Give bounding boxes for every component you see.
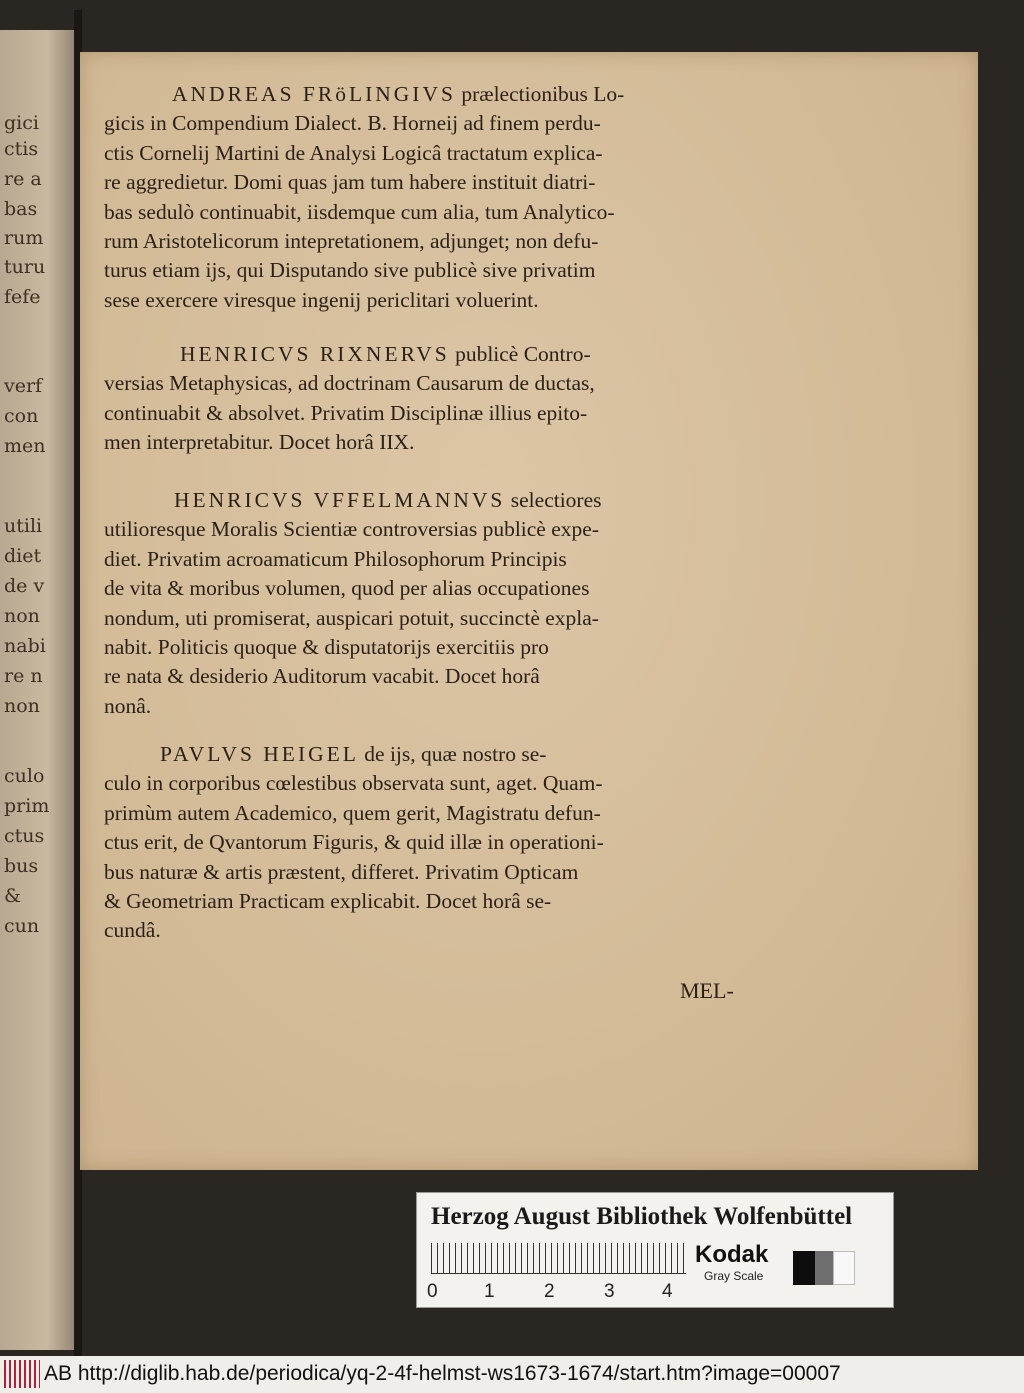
paragraph-heigel: [104, 740, 764, 946]
paragraph-line: rum Aristotelicorum intepretationem, adjunget; non defu-: [104, 229, 599, 254]
facing-page-fragment: culo: [4, 765, 45, 787]
facing-page-fragment: &: [4, 885, 21, 907]
catchword: MEL-: [680, 978, 734, 1003]
kodak-logo: Kodak: [695, 1241, 769, 1268]
paragraph-uffelmannus: [104, 486, 764, 721]
paragraph-line: primùm autem Academico, quem gerit, Magistratu defun-: [104, 800, 601, 825]
paragraph-lead-name: ANDREAS FRöLINGIVS: [172, 82, 456, 106]
library-color-card: [416, 1192, 894, 1308]
paragraph-line: nonâ.: [104, 693, 152, 718]
paragraph-line: sese exercere viresque ingenij periclitari voluerint.: [104, 287, 539, 312]
ruler-number: 2: [544, 1281, 555, 1302]
source-url: AB http://diglib.hab.de/periodica/yq-2-4f-helmst-ws1673-1674/start.htm?image=00007: [44, 1362, 841, 1385]
paragraph-line: versias Metaphysicas, ad doctrinam Causarum de ductas,: [104, 371, 595, 396]
paragraph-frolingius: [104, 80, 764, 315]
facing-page-fragment: de v: [4, 575, 45, 597]
ruler-number: 3: [604, 1281, 615, 1302]
paragraph-line: cundâ.: [104, 918, 161, 943]
paragraph-line: culo in corporibus cœlestibus observata sunt, aget. Quam-: [104, 771, 603, 796]
paragraph-line: men interpretabitur. Docet horâ IIX.: [104, 430, 415, 455]
gray-swatch: [815, 1251, 833, 1285]
facing-page-fragment: re n: [4, 665, 43, 687]
paragraph-line: turus etiam ijs, qui Disputando sive publicè sive privatim: [104, 258, 596, 283]
paragraph-line: publicè Contro-: [449, 342, 591, 366]
paragraph-line: nondum, uti promiserat, auspicari potuit, succinctè expla-: [104, 605, 599, 630]
facing-page-fragment: turu: [4, 256, 46, 278]
paragraph-line: prælectionibus Lo-: [455, 82, 625, 106]
facing-page-fragment: non: [4, 695, 40, 717]
paragraph-rixnerus: [104, 340, 764, 458]
paragraph-lead-name: PAVLVS HEIGEL: [160, 742, 359, 766]
facing-page-fragment: verf: [4, 375, 43, 397]
ruler-number: 1: [484, 1281, 495, 1302]
ruler-number: 0: [427, 1281, 438, 1302]
facing-page-fragment: cun: [4, 915, 40, 937]
facing-page-fragment: diet: [4, 545, 42, 567]
facing-page-fragment: gici: [4, 112, 39, 134]
facing-page-fragment: con: [4, 405, 39, 427]
paragraph-line: de ijs, quæ nostro se-: [358, 742, 547, 766]
paragraph-line: diet. Privatim acroamaticum Philosophorum Principis: [104, 546, 567, 571]
facing-page-fragment: prim: [4, 795, 50, 817]
scale-ruler: [431, 1243, 686, 1274]
url-footer: [0, 1356, 1024, 1393]
library-name: Herzog August Bibliothek Wolfenbüttel: [431, 1203, 853, 1230]
paragraph-line: ctus erit, de Qvantorum Figuris, & quid illæ in operationi-: [104, 830, 604, 855]
paragraph-line: bus naturæ & artis præstent, differet. Privatim Opticam: [104, 859, 579, 884]
paragraph-line: gicis in Compendium Dialect. B. Horneij ad finem perdu-: [104, 111, 601, 136]
white-swatch: [833, 1251, 855, 1285]
paragraph-line: ctis Cornelij Martini de Analysi Logicâ tractatum explica-: [104, 140, 603, 165]
paragraph-line: de vita & moribus volumen, quod per alias occupationes: [104, 576, 590, 601]
facing-page-fragment: re a: [4, 168, 42, 190]
facing-page-fragment: ctis: [4, 138, 39, 160]
paragraph-line: bas sedulò continuabit, iisdemque cum alia, tum Analytico-: [104, 199, 615, 224]
facing-page-fragment: fefe: [4, 286, 41, 308]
paragraph-line: utilioresque Moralis Scientiæ controversias publicè expe-: [104, 517, 599, 542]
paragraph-line: continuabit & absolvet. Privatim Disciplinæ illius epito-: [104, 400, 588, 425]
paragraph-lead-name: HENRICVS VFFELMANNVS: [174, 488, 506, 512]
facing-page-fragment: utili: [4, 515, 43, 537]
paragraph-line: & Geometriam Practicam explicabit. Docet horâ se-: [104, 889, 552, 914]
paragraph-line: re nata & desiderio Auditorum vacabit. Docet horâ: [104, 664, 540, 689]
paragraph-line: nabit. Politicis quoque & disputatorijs exercitiis pro: [104, 635, 549, 660]
facing-page-fragment: bus: [4, 855, 39, 877]
facing-page-fragment: ctus: [4, 825, 45, 847]
facing-page-fragment: rum: [4, 227, 44, 249]
paragraph-line: selectiores: [505, 488, 602, 512]
facing-page-fragment: bas: [4, 198, 38, 220]
facing-page-fragment: men: [4, 435, 46, 457]
paragraph-lead-name: HENRICVS RIXNERVS: [180, 342, 450, 366]
barcode-icon: [4, 1360, 40, 1388]
gray-scale-label: Gray Scale: [704, 1269, 764, 1283]
facing-page-fragment: nabi: [4, 635, 46, 657]
facing-page-edge: [0, 30, 78, 1350]
black-swatch: [793, 1251, 815, 1285]
paragraph-line: re aggredietur. Domi quas jam tum habere instituit diatri-: [104, 170, 596, 195]
ruler-number: 4: [662, 1281, 673, 1302]
facing-page-fragment: non: [4, 605, 40, 627]
